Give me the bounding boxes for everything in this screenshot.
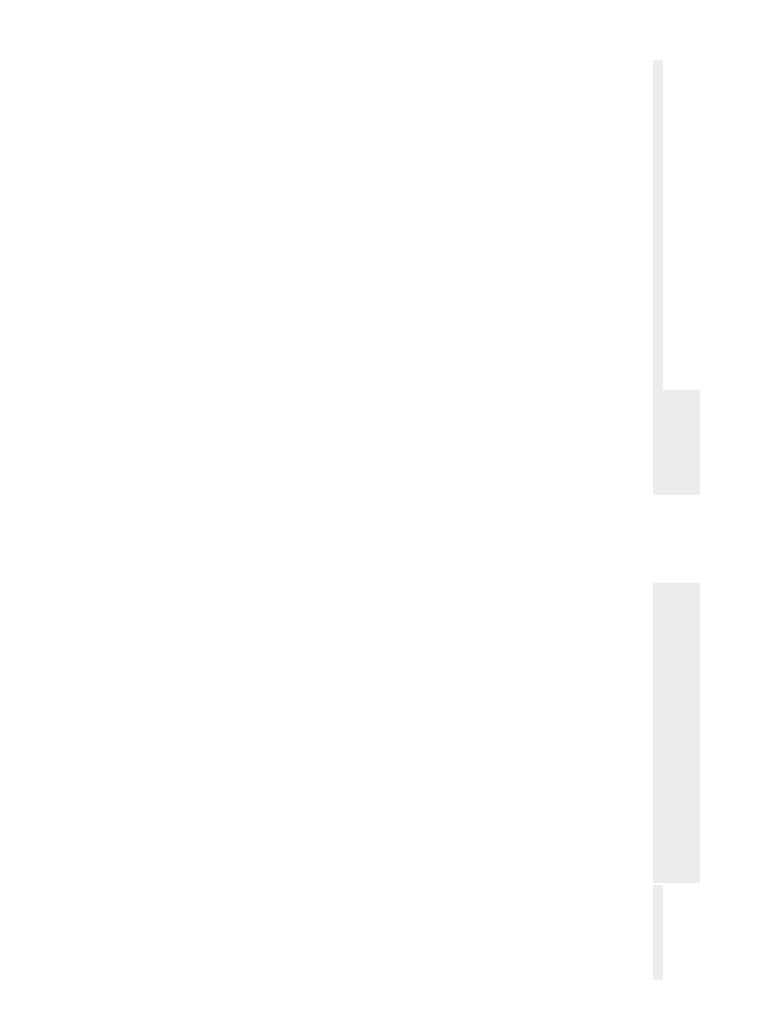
margin-strip-right [653,60,663,495]
margin-block-right-bottom [663,583,700,883]
margin-strip-right-2 [653,583,663,883]
margin-block-footer [653,885,663,980]
margin-block-right [663,390,700,495]
